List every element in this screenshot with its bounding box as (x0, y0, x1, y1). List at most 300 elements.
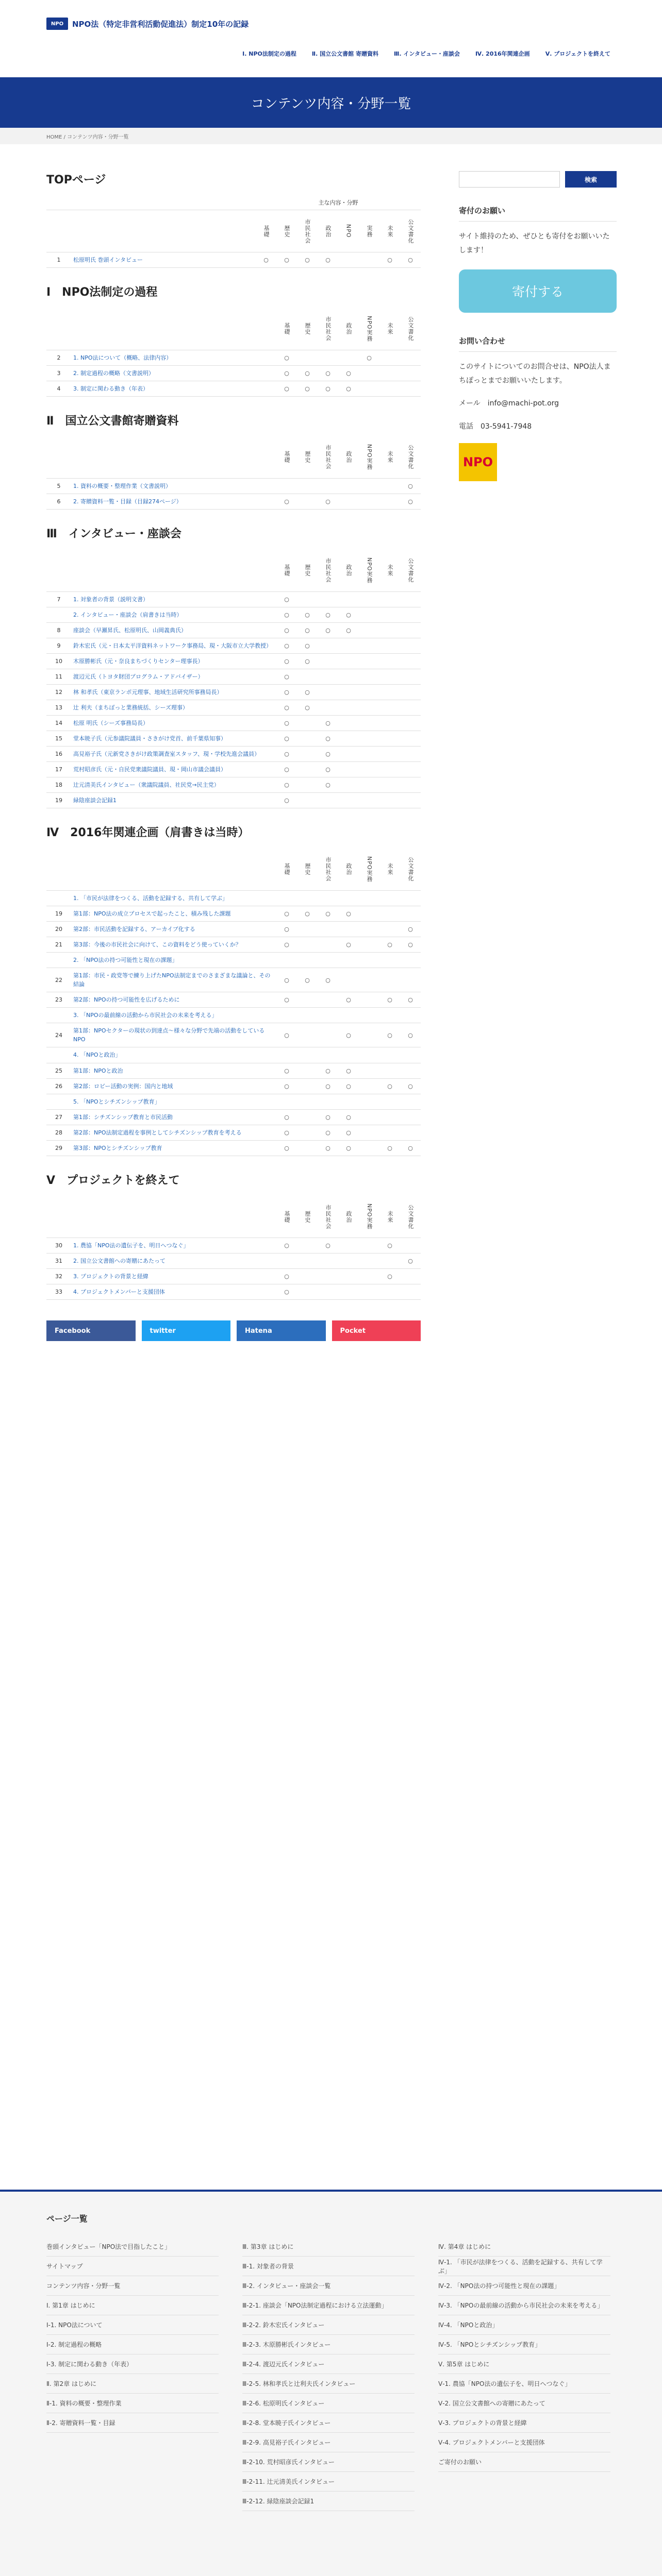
donate-text: サイト維持のため、ぜひとも寄付をお願いいたします！ (459, 232, 610, 255)
field-mark: ○ (276, 1063, 297, 1078)
header-spacer (46, 848, 71, 890)
field-mark (359, 953, 379, 968)
field-mark (276, 1047, 297, 1063)
row-number: 17 (46, 762, 71, 777)
field-mark (297, 1109, 318, 1125)
row-title-link[interactable]: 渡辺元氏（トヨタ財団プログラム・アドバイザー） (71, 669, 276, 685)
row-number: 13 (46, 700, 71, 716)
field-mark: ○ (297, 700, 318, 716)
field-mark: ○ (338, 937, 359, 953)
column-header: 市民社会 (318, 549, 338, 591)
footer-link[interactable]: Ⅱ. 第2章 はじめに (46, 2374, 219, 2394)
column-header: 歴史 (297, 1196, 318, 1238)
facebook-share-button[interactable]: Facebook (46, 1320, 136, 1341)
row-title-link[interactable]: 第1部：NPO法の成立プロセスで起ったこと、積み残した課題 (71, 906, 276, 921)
row-title-link[interactable]: 1. 対象者の背景（説明文書） (71, 591, 276, 607)
table-header-row (46, 195, 421, 210)
row-title-link[interactable]: 座談会（早瀬昇氏、松原明氏、山岡義典氏） (71, 622, 276, 638)
row-title-link[interactable]: 高見裕子氏（元新党さきがけ政策調査室スタッフ、現・学校先進会議員） (71, 747, 276, 762)
footer-link[interactable]: Ⅳ-4. 「NPOと政治」 (438, 2315, 610, 2335)
field-mark (318, 638, 338, 653)
footer-link[interactable]: Ⅲ-2-10. 荒村昭彦氏インタビュー (242, 2452, 415, 2472)
row-title-link[interactable]: 4. 「NPOと政治」 (71, 1047, 276, 1063)
table-row (46, 1109, 421, 1125)
row-number: 19 (46, 793, 71, 808)
field-mark (338, 1284, 359, 1300)
table-row (46, 494, 421, 510)
field-mark: ○ (276, 591, 297, 607)
field-mark (297, 890, 318, 906)
field-mark: ○ (318, 747, 338, 762)
column-header: 市民社会 (318, 308, 338, 350)
field-mark: ○ (379, 992, 400, 1008)
footer-link[interactable]: Ⅲ-2-8. 堂本暁子氏インタビュー (242, 2413, 415, 2433)
field-mark: ○ (297, 968, 318, 992)
row-title-link[interactable]: 3. 「NPOの最前線の活動から市民社会の未来を考える」 (71, 1008, 276, 1023)
nav-item[interactable]: Ⅳ. 2016年関連企画 (475, 50, 530, 57)
field-mark (318, 1269, 338, 1284)
section-heading: Ⅱ 国立公文書館寄贈資料 (46, 414, 179, 428)
row-number: 23 (46, 992, 71, 1008)
field-mark: ○ (318, 762, 338, 777)
site-logo[interactable] (46, 18, 249, 30)
field-mark (297, 937, 318, 953)
header-spacer (71, 1196, 276, 1238)
column-header: 未来 (379, 1196, 400, 1238)
field-mark: ○ (318, 1063, 338, 1078)
row-title-link[interactable]: 林 和孝氏（東京ランポ元理事、地域生活研究所事務局長） (71, 685, 276, 700)
field-mark (379, 1253, 400, 1269)
row-number (46, 890, 71, 906)
field-mark: ○ (297, 685, 318, 700)
footer-link[interactable]: Ⅴ-2. 国立公文書館への寄贈にあたって (438, 2394, 610, 2413)
field-mark (338, 1238, 359, 1253)
nav-item[interactable]: Ⅲ. インタビュー・座談会 (394, 50, 460, 57)
column-header: 政治 (338, 848, 359, 890)
field-mark: ○ (318, 607, 338, 622)
field-mark: ○ (297, 906, 318, 921)
table-row (46, 1125, 421, 1140)
column-header: 政治 (318, 210, 338, 252)
table-row (46, 1063, 421, 1078)
pocket-share-button[interactable]: Pocket (332, 1320, 421, 1341)
field-mark (359, 937, 379, 953)
table-row (46, 1238, 421, 1253)
footer-link[interactable]: Ⅰ-2. 制定過程の概略 (46, 2335, 219, 2354)
row-number: 20 (46, 922, 71, 937)
field-mark (400, 638, 421, 653)
field-mark (338, 747, 359, 762)
row-title-link[interactable]: 松原 明氏（シーズ事務局長） (71, 716, 276, 731)
field-mark: ○ (400, 992, 421, 1008)
column-header: 政治 (338, 1196, 359, 1238)
field-mark: ○ (276, 968, 297, 992)
content-section (46, 1172, 421, 1300)
field-mark (359, 638, 379, 653)
field-mark: ○ (297, 252, 318, 268)
footer-link[interactable]: Ⅴ. 第5章 はじめに (438, 2354, 610, 2374)
field-mark (400, 1109, 421, 1125)
column-header: NPO実務 (359, 1196, 379, 1238)
nav-item[interactable]: Ⅱ. 国立公文書館 寄贈資料 (311, 50, 378, 57)
field-mark (297, 731, 318, 747)
footer-link[interactable]: Ⅲ-2. インタビュー・座談会一覧 (242, 2276, 415, 2296)
field-mark: ○ (276, 638, 297, 653)
row-number: 32 (46, 1269, 71, 1284)
row-number: 3 (46, 365, 71, 381)
footer-title: ページ一覧 (46, 2214, 88, 2224)
row-number: 2 (46, 350, 71, 365)
field-mark (400, 953, 421, 968)
field-mark: ○ (318, 1109, 338, 1125)
table-row (46, 793, 421, 808)
row-number: 30 (46, 1238, 71, 1253)
row-title-link[interactable]: 松原明氏 巻頭インタビュー (71, 252, 256, 268)
footer-link[interactable]: Ⅲ-2-3. 木原勝彬氏インタビュー (242, 2335, 415, 2354)
field-mark (400, 1269, 421, 1284)
breadcrumb: HOME / コンテンツ内容・分野一覧 (0, 128, 662, 144)
field-mark (297, 479, 318, 494)
table-header-row (46, 436, 421, 479)
footer-link[interactable]: Ⅰ-1. NPO法について (46, 2315, 219, 2335)
field-mark (400, 1008, 421, 1023)
row-title-link[interactable]: 2. 寄贈資料一覧・目録（目録274ページ） (71, 494, 276, 510)
row-number: 18 (46, 777, 71, 793)
row-title-link[interactable]: 第1部：NPOと政治 (71, 1063, 276, 1078)
field-mark (379, 1094, 400, 1109)
field-mark: ○ (338, 1140, 359, 1156)
search-input[interactable] (459, 171, 560, 188)
field-mark (338, 922, 359, 937)
field-mark (379, 1008, 400, 1023)
field-mark: ○ (276, 1125, 297, 1140)
field-mark: ○ (276, 922, 297, 937)
field-mark (297, 793, 318, 808)
row-number: 15 (46, 731, 71, 747)
field-mark (400, 890, 421, 906)
field-mark (318, 953, 338, 968)
field-mark (400, 747, 421, 762)
column-header: 公文書化 (400, 210, 421, 252)
field-mark (379, 479, 400, 494)
content-section (46, 525, 421, 808)
footer-link[interactable]: Ⅲ-2-4. 渡辺元氏インタビュー (242, 2354, 415, 2374)
row-title-link[interactable]: 堂本暁子氏（元参議院議員・さきがけ党首、前千葉県知事） (71, 731, 276, 747)
row-number: 24 (46, 1023, 71, 1047)
table-row (46, 1047, 421, 1063)
field-mark: ○ (338, 1063, 359, 1078)
field-mark: ○ (338, 1078, 359, 1094)
search-form (459, 171, 617, 188)
donate-button[interactable]: 寄付する (459, 269, 617, 313)
row-title-link[interactable]: 第2部：ロビー活動の実例：国内と地域 (71, 1078, 276, 1094)
twitter-share-button[interactable]: twitter (142, 1320, 231, 1341)
footer-link[interactable]: Ⅴ-4. プロジェクトメンバーと支援団体 (438, 2433, 610, 2452)
row-title-link[interactable]: 5. 「NPOとシチズンシップ教育」 (71, 1094, 276, 1109)
row-title-link[interactable]: 第1部：市民・政党等で練り上げたNPO法制定までのさまざまな議論と、その結論 (71, 968, 276, 992)
row-title-link[interactable]: 第1部：シチズンシップ教育と市民活動 (71, 1109, 276, 1125)
row-title-link[interactable]: 2. 国立公文書館への寄贈にあたって (71, 1253, 276, 1269)
row-title-link[interactable]: 第1部：NPOセクターの現状の到達点～様々な分野で先端の活動をしているNPO (71, 1023, 276, 1047)
footer-link[interactable]: Ⅲ. 第3章 はじめに (242, 2237, 415, 2257)
footer-link[interactable]: Ⅲ-2-5. 林和孝氏と辻利夫氏インタビュー (242, 2374, 415, 2394)
footer-column-1 (46, 2237, 219, 2433)
donate-heading: 寄付のお願い (459, 205, 617, 222)
header-spacer (71, 210, 256, 252)
footer-link[interactable]: サイトマップ (46, 2257, 219, 2276)
field-mark (359, 793, 379, 808)
row-number (46, 607, 71, 622)
hatena-share-button[interactable]: Hatena (237, 1320, 326, 1341)
footer-link[interactable]: 巻頭インタビュー「NPO法で目指したこと」 (46, 2237, 219, 2257)
field-mark (318, 922, 338, 937)
field-mark (359, 1063, 379, 1078)
footer-link[interactable]: Ⅴ-3. プロジェクトの背景と経緯 (438, 2413, 610, 2433)
field-mark (359, 922, 379, 937)
field-mark (359, 591, 379, 607)
column-header: 基礎 (256, 210, 276, 252)
field-mark (400, 685, 421, 700)
field-mark (379, 777, 400, 793)
row-number: 12 (46, 685, 71, 700)
site-header (0, 0, 662, 77)
table-row (46, 622, 421, 638)
header-spacer (46, 436, 71, 479)
column-header: NPO (338, 210, 359, 252)
field-mark (359, 494, 379, 510)
row-title-link[interactable]: 第3部：今後の市民社会に向けて、この資料をどう使っていくか？ (71, 937, 276, 953)
field-mark (379, 716, 400, 731)
footer-link[interactable]: Ⅲ-2-12. 緑陰座談会記録1 (242, 2492, 415, 2511)
footer-link[interactable]: Ⅰ. 第1章 はじめに (46, 2296, 219, 2315)
table-row (46, 607, 421, 622)
row-title-link[interactable]: 鈴木宏氏（元・日本太平洋資料ネットワーク事務局、現・大阪市立大学教授） (71, 638, 276, 653)
field-mark (338, 591, 359, 607)
content-section (46, 824, 421, 1156)
field-mark: ○ (400, 252, 421, 268)
footer-link[interactable]: Ⅳ-5. 「NPOとシチズンシップ教育」 (438, 2335, 610, 2354)
footer-link[interactable]: コンテンツ内容・分野一覧 (46, 2276, 219, 2296)
content-table (46, 1196, 421, 1300)
field-mark: ○ (379, 1269, 400, 1284)
column-header: 公文書化 (400, 436, 421, 479)
field-mark: ○ (338, 622, 359, 638)
section-heading: TOPページ (46, 174, 106, 187)
field-mark (379, 1063, 400, 1078)
field-mark: ○ (276, 365, 297, 381)
field-mark: ○ (276, 685, 297, 700)
field-mark (318, 793, 338, 808)
field-mark (338, 890, 359, 906)
header-spacer (71, 308, 276, 350)
field-mark: ○ (338, 906, 359, 921)
column-header: 基礎 (276, 436, 297, 479)
field-mark (359, 1238, 379, 1253)
footer-link[interactable]: Ⅳ. 第4章 はじめに (438, 2237, 610, 2257)
section-heading: Ⅰ NPO法制定の過程 (46, 286, 158, 299)
column-header: 歴史 (297, 549, 318, 591)
footer-link[interactable]: Ⅲ-2-2. 鈴木宏氏インタビュー (242, 2315, 415, 2335)
field-mark (400, 1063, 421, 1078)
row-title-link[interactable]: 2. 「NPO法の持つ可能性と現在の課題」 (71, 953, 276, 968)
table-row (46, 252, 421, 268)
field-mark: ○ (338, 992, 359, 1008)
row-title-link[interactable]: 木原勝彬氏（元・奈良まちづくりセンター理事長） (71, 653, 276, 669)
field-mark: ○ (338, 1023, 359, 1047)
field-mark (318, 1008, 338, 1023)
nav-item[interactable]: Ⅰ. NPO法制定の過程 (242, 50, 296, 57)
field-mark (338, 762, 359, 777)
row-title-link[interactable]: 2. 制定過程の概略（文書説明） (71, 365, 276, 381)
footer-link[interactable]: Ⅱ-1. 資料の概要・整理作業 (46, 2394, 219, 2413)
field-mark (359, 747, 379, 762)
contact-email[interactable]: メール info@machi-pot.org (459, 399, 559, 408)
field-mark (338, 350, 359, 365)
table-row (46, 716, 421, 731)
column-header: NPO実務 (359, 308, 379, 350)
row-title-link[interactable]: 1. NPO法について（概略、法律内容） (71, 350, 276, 365)
field-mark (338, 1269, 359, 1284)
field-mark (297, 1140, 318, 1156)
footer-link[interactable]: Ⅰ-3. 制定に関わる動き（年表） (46, 2354, 219, 2374)
footer-link[interactable]: Ⅲ-2-11. 辻元清美氏インタビュー (242, 2472, 415, 2492)
row-number (46, 953, 71, 968)
field-mark (318, 700, 338, 716)
table-row (46, 653, 421, 669)
field-mark (338, 1008, 359, 1023)
row-title-link[interactable]: 緑陰座談会記録1 (71, 793, 276, 808)
header-spacer (46, 549, 71, 591)
field-mark (338, 1094, 359, 1109)
field-mark (297, 1078, 318, 1094)
field-mark (318, 1023, 338, 1047)
field-mark (379, 793, 400, 808)
table-row (46, 350, 421, 365)
row-title-link[interactable]: 4. プロジェクトメンバーと支援団体 (71, 1284, 276, 1300)
row-number: 26 (46, 1078, 71, 1094)
row-number: 22 (46, 968, 71, 992)
field-mark (338, 653, 359, 669)
npo-badge[interactable]: NPO (459, 443, 497, 481)
row-title-link[interactable]: 辻 利夫（まちぽっと業務統括、シーズ理事） (71, 700, 276, 716)
field-mark (359, 653, 379, 669)
field-mark (297, 747, 318, 762)
field-mark (297, 992, 318, 1008)
field-mark (359, 716, 379, 731)
field-mark: ○ (276, 252, 297, 268)
content-table (46, 549, 421, 808)
header-spacer (71, 195, 256, 210)
contact-text: このサイトについてのお問合せは、NPO法人まちぽっとまでお願いいたします。 (459, 363, 611, 385)
field-mark: ○ (318, 716, 338, 731)
row-title-link[interactable]: 第3部：NPOとシチズンシップ教育 (71, 1140, 276, 1156)
table-row (46, 685, 421, 700)
row-title-link[interactable]: 荒村昭彦氏（元・自民党衆議院議員、現・岡山市議会議員） (71, 762, 276, 777)
footer-link[interactable]: Ⅲ-2-6. 松原明氏インタビュー (242, 2394, 415, 2413)
field-mark: ○ (318, 381, 338, 396)
footer-link[interactable]: Ⅳ-1. 「市民が法律をつくる、活動を記録する、共有して学ぶ」 (438, 2257, 610, 2276)
column-header: 歴史 (297, 308, 318, 350)
footer-link[interactable]: Ⅲ-2-1. 座談会「NPO法制定過程における立法運動」 (242, 2296, 415, 2315)
field-mark (338, 1253, 359, 1269)
footer-link[interactable]: Ⅱ-2. 寄贈資料一覧・目録 (46, 2413, 219, 2433)
field-mark (400, 653, 421, 669)
field-mark: ○ (276, 381, 297, 396)
field-mark: ○ (297, 638, 318, 653)
field-mark (318, 653, 338, 669)
field-mark (297, 1063, 318, 1078)
field-mark (338, 494, 359, 510)
column-header: 基礎 (276, 1196, 297, 1238)
field-mark (359, 1284, 379, 1300)
field-mark (338, 793, 359, 808)
footer-link[interactable]: Ⅲ-2-9. 高見裕子氏インタビュー (242, 2433, 415, 2452)
field-mark (379, 685, 400, 700)
field-mark (400, 777, 421, 793)
field-mark (359, 890, 379, 906)
field-mark (318, 937, 338, 953)
row-number: 33 (46, 1284, 71, 1300)
field-mark (338, 479, 359, 494)
footer-link[interactable]: Ⅲ-1. 対象者の背景 (242, 2257, 415, 2276)
field-mark (359, 1253, 379, 1269)
section-heading: Ⅳ 2016年関連企画（肩書きは当時） (46, 826, 250, 840)
row-title-link[interactable]: 1. 農協「NPO法の遺伝子を、明日へつなぐ」 (71, 1238, 276, 1253)
field-mark (379, 890, 400, 906)
field-mark (338, 700, 359, 716)
row-title-link[interactable]: 2. インタビュー・座談会（肩書きは当時） (71, 607, 276, 622)
table-row (46, 747, 421, 762)
row-title-link[interactable]: 1. 資料の概要・整理作業（文書説明） (71, 479, 276, 494)
table-header-row (46, 848, 421, 890)
row-title-link[interactable]: 第2部：市民活動を記録する、アーカイブ化する (71, 922, 276, 937)
table-row (46, 922, 421, 937)
search-button[interactable]: 検索 (565, 171, 617, 188)
field-mark (379, 968, 400, 992)
row-number: 14 (46, 716, 71, 731)
field-mark (338, 716, 359, 731)
row-title-link[interactable]: 1. 「市民が法律をつくる、活動を記録する、共有して学ぶ」 (71, 890, 276, 906)
column-header: 歴史 (276, 210, 297, 252)
row-title-link[interactable]: 3. プロジェクトの背景と経緯 (71, 1269, 276, 1284)
row-number: 21 (46, 937, 71, 953)
field-mark (400, 1284, 421, 1300)
footer-link[interactable]: Ⅳ-3. 「NPOの最前線の活動から市民社会の未来を考える」 (438, 2296, 610, 2315)
field-mark: ○ (318, 494, 338, 510)
field-mark (297, 922, 318, 937)
field-mark (379, 381, 400, 396)
header-spacer (46, 1196, 71, 1238)
footer-link[interactable]: Ⅳ-2. 「NPO法の持つ可能性と現在の課題」 (438, 2276, 610, 2296)
header-spacer (71, 549, 276, 591)
header-spacer (46, 308, 71, 350)
field-mark: ○ (400, 937, 421, 953)
column-header: 市民社会 (318, 436, 338, 479)
field-mark (338, 731, 359, 747)
footer-link[interactable]: ご寄付のお願い (438, 2452, 610, 2472)
footer-link[interactable]: Ⅴ-1. 農協「NPO法の遺伝子を、明日へつなぐ」 (438, 2374, 610, 2394)
field-mark: ○ (379, 1078, 400, 1094)
nav-item[interactable]: Ⅴ. プロジェクトを終えて (545, 50, 610, 57)
sidebar (459, 171, 617, 481)
row-title-link[interactable]: 第2部：NPOの持つ可能性を広げるために (71, 992, 276, 1008)
table-row (46, 762, 421, 777)
row-title-link[interactable]: 第2部：NPO法制定過程を事例としてシチズンシップ教育を考える (71, 1125, 276, 1140)
row-number: 8 (46, 622, 71, 638)
row-title-link[interactable]: 辻元清美氏インタビュー（衆議院議員、社民党→民主党） (71, 777, 276, 793)
table-row (46, 669, 421, 685)
row-title-link[interactable]: 3. 制定に関わる動き（年表） (71, 381, 276, 396)
